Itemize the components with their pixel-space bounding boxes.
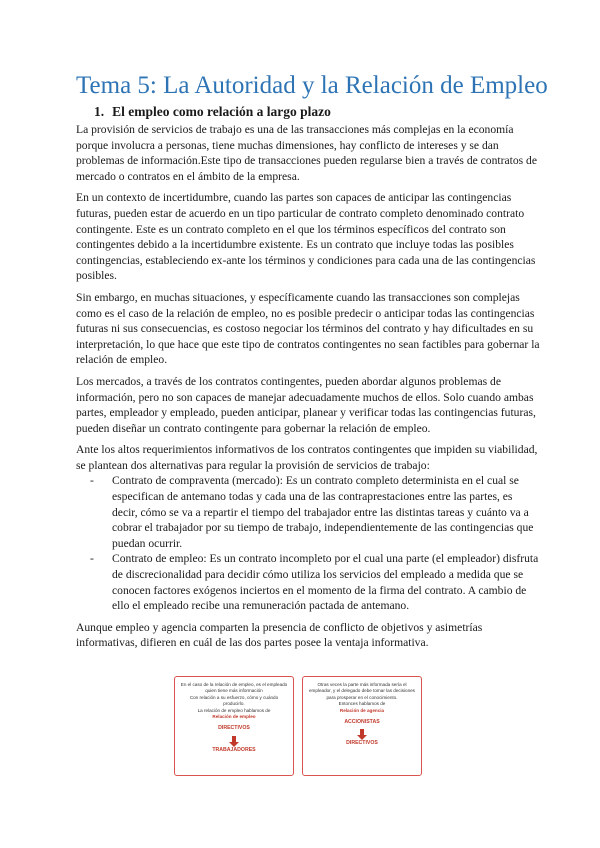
box-top-label: ACCIONISTAS (344, 719, 380, 726)
box-bottom-label: TRABAJADORES (212, 746, 256, 753)
box-relation-label: Relación de empleo (212, 714, 256, 720)
closing-paragraph: Aunque empleo y agencia comparten la presencia de conflicto de objetivos y asimetrías informativas, difieren en cuál de las dos partes posee la ventaja informativa. (76, 620, 483, 650)
box-top-label: DIRECTIVOS (218, 725, 250, 732)
box-text: Con relación a su esfuerzo, cómo y cuándo producirlo. (189, 694, 279, 707)
list-item (76, 551, 540, 613)
box-relation-label: Relación de agencia (339, 707, 385, 713)
employment-relation-box (174, 676, 294, 776)
list-item-text: Contrato de empleo: Es un contrato incompleto por el cual una parte (el empleador) disfruta de discrecionalidad para decidir cómo utiliza los servicios del empleado a medida que se conocen factores exógenos inciertos en el momento de la firma del contrato. A cambio de ello el empleado recibe una remuneración pactada de antemano. (112, 552, 539, 613)
paragraph: Ante los altos requerimientos informativos de los contratos contingentes que impiden su viabilidad, se plantean dos alternativas para regular la provisión de servicios de trabajo: (76, 443, 538, 472)
section-number: 1. (94, 104, 105, 119)
body-text (76, 122, 540, 657)
section-heading-text: El empleo como relación a largo plazo (112, 104, 331, 119)
agency-relation-box (302, 676, 422, 776)
box-text: Entonces hablamos de (338, 701, 386, 707)
page-title: Tema 5: La Autoridad y la Relación de Empleo (76, 72, 548, 99)
box-text: En el caso de la relación de empleo, es el empleado quien tiene más información (180, 682, 288, 694)
box-text: Otras veces la parte más informada sería el empleador, y el delegado debe tomar las decisiones para prosperar en el conocimiento. (309, 682, 415, 700)
paragraph: Sin embargo, en muchas situaciones, y específicamente cuando las transacciones son complejas como es el caso de la relación de empleo, no es posible predecir o anticipar todas las contingencias futuras ni sus consecuencias, es costoso negociar los términos del contrato y hay dificultades en su interpretación, lo que hace que este tipo de contratos contingentes no sean factibles para gobernar la relación de empleo. (76, 290, 540, 367)
list-bullet: - (90, 474, 94, 488)
list-bullet: - (90, 552, 94, 566)
paragraph: En un contexto de incertidumbre, cuando las partes son capaces de anticipar las contingencias futuras, pueden estar de acuerdo en un tipo particular de contrato completo denominado contrato contingente. Este es un contrato completo en el que los términos específicos del contrato son contingentes debido a la incertidumbre existente. Es un contrato que incluye todas las posibles contingencias, estableciendo ex-ante los términos y condiciones para cada una de las contingencias posibles. (76, 191, 536, 283)
down-arrow-icon (180, 736, 288, 747)
paragraph: La provisión de servicios de trabajo es una de las transacciones más complejas en la economía porque involucra a personas, tiene muchas dimensiones, hay conflicto de intereses y se dan problemas de información.Este tipo de transacciones pueden regularse bien a través de contratos de mercado o contratos en el ámbito de la empresa. (76, 123, 537, 183)
section-heading (94, 104, 331, 120)
down-arrow-icon (308, 729, 416, 740)
list-item-text: Contrato de compraventa (mercado): Es un contrato completo determinista en el cual se especifican de antemano todas y cada una de las contraprestaciones entre las partes, es decir, cómo se va a repartir el tiempo del trabajador entre las distintas tareas y cuánto va a cobrar el trabajador por su tiempo de trabajo, independientemente de las contingencias que puedan ocurrir. (112, 474, 534, 550)
box-text: La relación de empleo hablamos de (197, 707, 271, 713)
contract-types-list (76, 473, 540, 613)
comparison-diagram (0, 676, 600, 786)
paragraph: Los mercados, a través de los contratos contingentes, pueden abordar algunos problemas de información, pero no son capaces de manejar adecuadamente muchos de ellos. Solo cuando ambas partes, empleador y empleado, pueden anticipar, planear y verificar todas las contingencias futuras, pueden diseñar un contrato contingente para gobernar la relación de empleo. (76, 374, 536, 435)
list-item (76, 473, 540, 551)
box-bottom-label: DIRECTIVOS (346, 740, 378, 747)
